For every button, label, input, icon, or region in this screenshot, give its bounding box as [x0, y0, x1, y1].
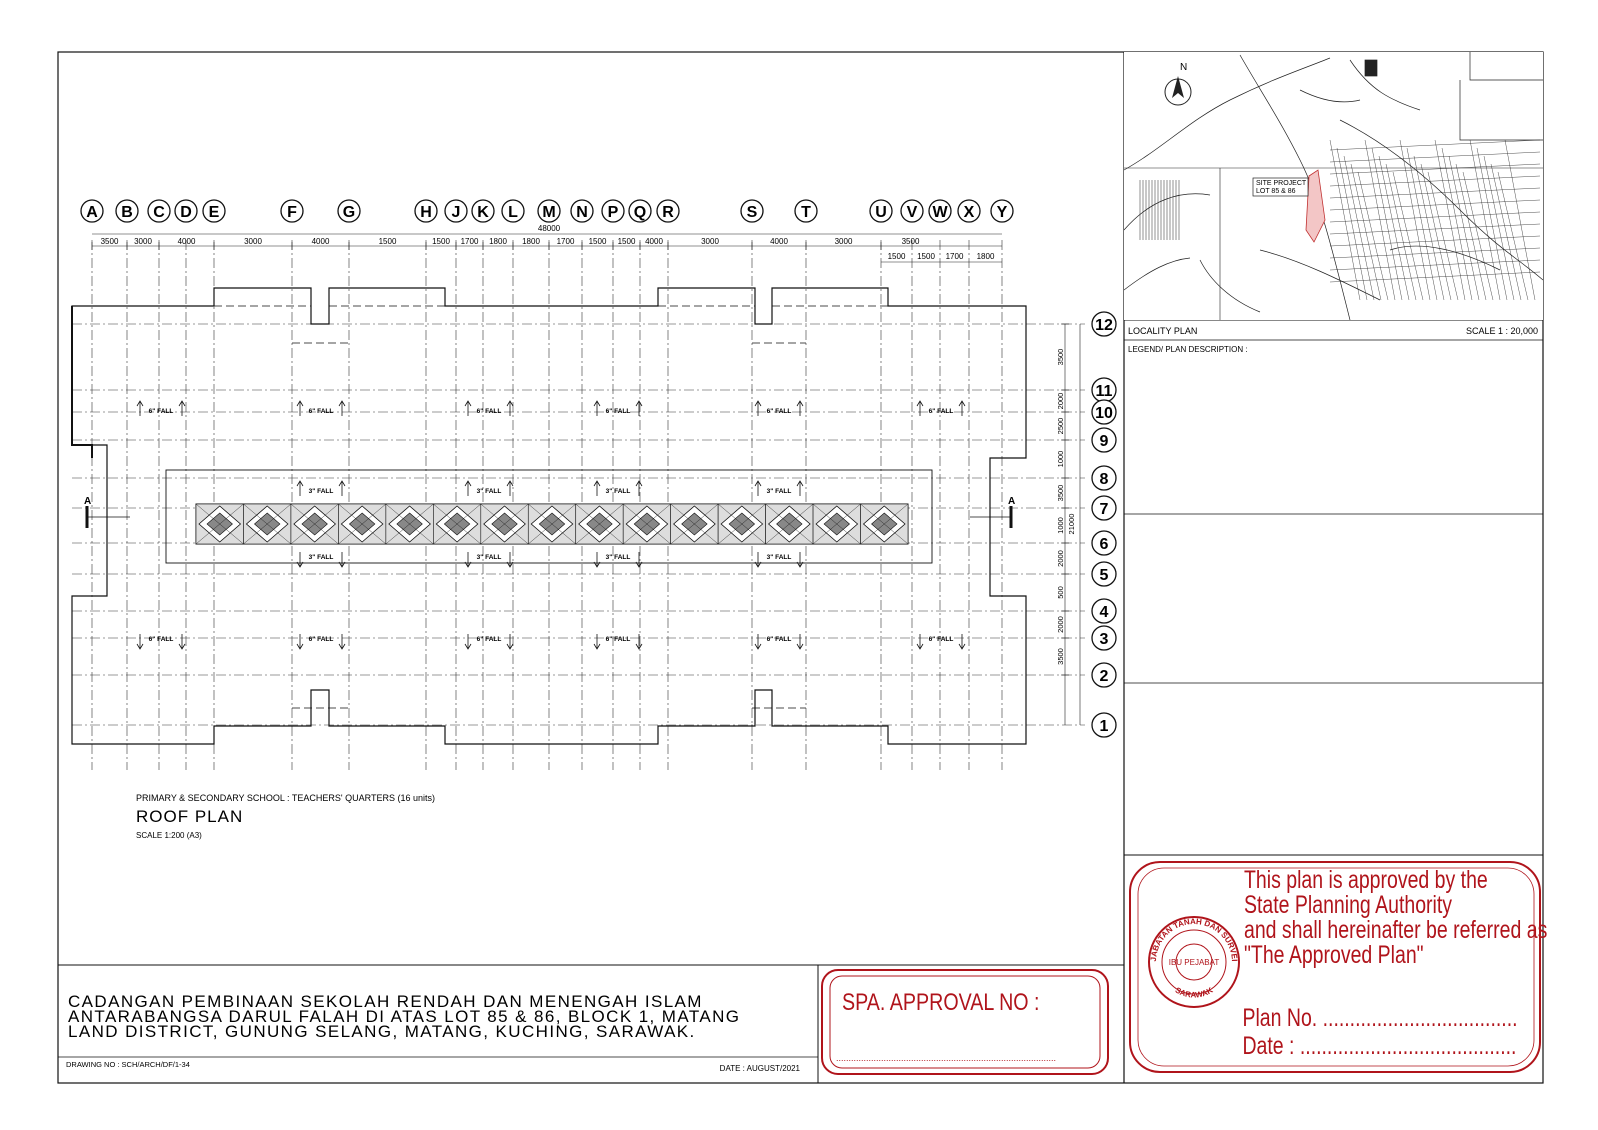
- approval-line-3: and shall hereinafter be referred as: [1244, 915, 1548, 944]
- locality-scale: SCALE 1 : 20,000: [1465, 326, 1538, 336]
- drawing-scale: SCALE 1:200 (A3): [136, 831, 202, 840]
- skylight-panel: [671, 504, 718, 544]
- fall-annotation: [594, 634, 642, 649]
- column-dimension-label: 3000: [134, 237, 152, 246]
- fall-label: 6" FALL: [148, 636, 174, 643]
- sub-column-dimension-label: 1500: [917, 252, 935, 261]
- approval-plan-no: Plan No. ....................................: [1242, 1003, 1518, 1032]
- row-dimension-label: 2000: [1056, 616, 1065, 633]
- sub-column-dimension-label: 1700: [945, 252, 964, 261]
- skylight-panel: [386, 504, 433, 544]
- column-dimension-label: 4000: [177, 237, 196, 246]
- skylight-panels: [196, 504, 908, 544]
- svg-text:SARAWAK: [1174, 985, 1215, 999]
- approval-line-2: State Planning Authority: [1244, 890, 1453, 919]
- fall-annotation: [917, 401, 965, 416]
- fall-annotation: [755, 481, 803, 496]
- drawing-date: DATE : AUGUST/2021: [719, 1064, 800, 1073]
- column-dimension-label: 1800: [522, 237, 540, 246]
- row-dimension-label: 3500: [1056, 348, 1065, 366]
- column-label-D: D: [180, 204, 192, 221]
- row-label-10: 10: [1095, 405, 1113, 422]
- sub-column-dimension-label: 1500: [887, 252, 906, 261]
- column-label-W: W: [932, 204, 948, 221]
- row-label-7: 7: [1099, 501, 1109, 518]
- column-label-S: S: [746, 204, 758, 221]
- section-marker-right: [970, 496, 1015, 528]
- fall-label: 6" FALL: [476, 636, 502, 643]
- overall-dimension-label: 48000: [537, 224, 561, 233]
- column-label-R: R: [662, 204, 674, 221]
- fall-annotation: [297, 481, 345, 496]
- fall-label: 6" FALL: [605, 408, 631, 415]
- column-dimension-label: 3000: [244, 237, 262, 246]
- row-dimension-label: 3500: [1056, 484, 1065, 502]
- fall-annotation: [755, 552, 803, 567]
- fall-label: 3" FALL: [766, 488, 792, 495]
- column-dimension-label: 4000: [645, 237, 663, 246]
- column-grid-bubbles: [81, 200, 1013, 222]
- row-label-2: 2: [1099, 668, 1109, 685]
- fall-label: 6" FALL: [928, 408, 954, 415]
- project-title-line-3: LAND DISTRICT, GUNUNG SELANG, MATANG, KUCHING, SARAWAK.: [68, 1022, 696, 1041]
- column-label-H: H: [420, 204, 432, 221]
- row-dimension-label: 2500: [1056, 417, 1065, 435]
- jts-stamp: [1149, 917, 1239, 1007]
- fall-annotation: [594, 481, 642, 496]
- column-label-J: J: [451, 204, 461, 221]
- fall-label: 3" FALL: [308, 554, 334, 561]
- column-label-P: P: [607, 204, 619, 221]
- row-grid-bubbles: [1092, 312, 1116, 737]
- north-label: N: [1180, 62, 1188, 73]
- column-label-E: E: [208, 204, 220, 221]
- fall-annotation: [917, 634, 965, 649]
- column-dimension-label: 3500: [901, 237, 920, 246]
- skylight-panel: [433, 504, 480, 544]
- skylight-panel: [243, 504, 290, 544]
- row-dimension-label: 3500: [1056, 648, 1065, 665]
- drawing-subtitle: PRIMARY & SECONDARY SCHOOL : TEACHERS' QUARTERS (16 units): [136, 793, 435, 803]
- column-label-L: L: [508, 204, 518, 221]
- site-label-line-1: SITE PROJECT: [1256, 180, 1307, 187]
- legend-label: LEGEND/ PLAN DESCRIPTION :: [1128, 345, 1248, 354]
- drawing-title: ROOF PLAN: [136, 807, 244, 826]
- approval-line-4: "The Approved Plan": [1244, 940, 1424, 969]
- column-label-C: C: [153, 204, 165, 221]
- column-label-G: G: [342, 204, 356, 221]
- fall-annotation: [297, 401, 345, 416]
- stamp-bottom-text: SARAWAK: [1173, 985, 1215, 1000]
- column-dimension-label: 1700: [556, 237, 575, 246]
- row-label-12: 12: [1095, 317, 1113, 334]
- column-label-X: X: [963, 204, 975, 221]
- fall-label: 6" FALL: [308, 408, 334, 415]
- fall-label: 3" FALL: [476, 554, 502, 561]
- row-label-6: 6: [1099, 536, 1109, 553]
- skylight-panel: [718, 504, 765, 544]
- skylight-panel: [813, 504, 860, 544]
- column-label-A: A: [86, 204, 98, 221]
- skylight-panel: [861, 504, 908, 544]
- fall-label: 6" FALL: [928, 636, 954, 643]
- fall-annotation: [297, 552, 345, 567]
- fall-label: 6" FALL: [148, 408, 174, 415]
- column-dimension-label: 1700: [460, 237, 479, 246]
- fall-annotation: [594, 401, 642, 416]
- spa-approval-label: SPA. APPROVAL NO :: [842, 988, 1040, 1016]
- column-dimension-label: 1500: [378, 237, 397, 246]
- skylight-panel: [291, 504, 338, 544]
- sub-column-dimension-label: 1800: [976, 252, 995, 261]
- parapet-left: [72, 306, 92, 458]
- site-label-line-2: LOT 85 & 86: [1256, 188, 1296, 195]
- project-title-line-1: CADANGAN PEMBINAAN SEKOLAH RENDAH DAN MENENGAH ISLAM: [68, 992, 703, 1011]
- fall-annotation: [297, 634, 345, 649]
- fall-label: 6" FALL: [605, 636, 631, 643]
- row-label-5: 5: [1099, 567, 1109, 584]
- fall-annotation: [465, 401, 513, 416]
- fall-annotation: [137, 401, 185, 416]
- section-label-left: A: [84, 496, 92, 507]
- column-dimension-label: 4000: [770, 237, 788, 246]
- row-dimension-label: 1000: [1056, 517, 1065, 534]
- locality-plan-label: LOCALITY PLAN: [1128, 326, 1198, 336]
- column-dimension-label: 3500: [100, 237, 119, 246]
- fall-label: 3" FALL: [605, 488, 631, 495]
- column-dimension-label: 3000: [701, 237, 719, 246]
- column-label-Y: Y: [996, 204, 1008, 221]
- fall-annotation: [465, 634, 513, 649]
- row-label-11: 11: [1095, 383, 1113, 400]
- column-dimension-label: 1500: [617, 237, 636, 246]
- fall-annotation: [755, 634, 803, 649]
- fall-label: 6" FALL: [476, 408, 502, 415]
- column-label-K: K: [477, 204, 489, 221]
- approval-text: [1242, 866, 1547, 1060]
- row-dimension-label: 2000: [1056, 392, 1065, 410]
- approval-line-1: This plan is approved by the: [1244, 865, 1488, 894]
- section-label-right: A: [1008, 496, 1016, 507]
- skylight-panel: [623, 504, 670, 544]
- column-dimension-label: 3000: [834, 237, 853, 246]
- skylight-panel: [481, 504, 528, 544]
- fall-label: 3" FALL: [605, 554, 631, 561]
- skylight-panel: [338, 504, 385, 544]
- fall-label: 3" FALL: [476, 488, 502, 495]
- fall-label: 6" FALL: [308, 636, 334, 643]
- column-dimension-label: 1500: [432, 237, 450, 246]
- skylight-panel: [528, 504, 575, 544]
- row-label-4: 4: [1099, 604, 1109, 621]
- map-building-block: [1365, 60, 1377, 76]
- fall-label: 3" FALL: [766, 554, 792, 561]
- column-dimension-label: 1500: [588, 237, 607, 246]
- column-label-T: T: [801, 204, 811, 221]
- locality-map: [1124, 52, 1543, 320]
- row-dimension-label: 500: [1056, 586, 1065, 599]
- column-label-Q: Q: [633, 204, 647, 221]
- row-label-9: 9: [1099, 433, 1109, 450]
- fall-annotation: [465, 552, 513, 567]
- column-label-U: U: [875, 204, 887, 221]
- fall-label: 6" FALL: [766, 636, 792, 643]
- column-label-M: M: [542, 204, 556, 221]
- fall-label: 6" FALL: [766, 408, 792, 415]
- row-label-3: 3: [1099, 631, 1109, 648]
- skylight-panel: [576, 504, 623, 544]
- column-dimension-label: 1800: [489, 237, 507, 246]
- fall-annotation: [465, 481, 513, 496]
- project-title-line-2: ANTARABANGSA DARUL FALAH DI ATAS LOT 85 & 86, BLOCK 1, MATANG: [68, 1007, 741, 1026]
- skylight-panel: [196, 504, 243, 544]
- skylight-panel: [766, 504, 813, 544]
- fall-label: 3" FALL: [308, 488, 334, 495]
- row-label-8: 8: [1099, 471, 1109, 488]
- column-label-F: F: [287, 204, 297, 221]
- column-label-N: N: [576, 204, 588, 221]
- column-label-B: B: [121, 204, 133, 221]
- fall-annotation: [755, 401, 803, 416]
- stamp-center-text: IBU PEJABAT: [1168, 958, 1220, 967]
- spa-approval-dots: ........................................................................................: [836, 1053, 1057, 1063]
- row-dimension-label: 2000: [1056, 550, 1065, 567]
- stamp-top-text: JABATAN TANAH DAN SURVEI: [1148, 916, 1240, 962]
- fall-annotation: [594, 552, 642, 567]
- column-dimension-label: 4000: [311, 237, 330, 246]
- approval-date: Date : ........................................: [1242, 1031, 1517, 1060]
- row-dimension-label: 1000: [1056, 450, 1065, 468]
- column-label-V: V: [906, 204, 918, 221]
- row-overall-dimension-label: 21000: [1067, 513, 1076, 535]
- fall-annotation: [137, 634, 185, 649]
- drawing-number: DRAWING NO : SCH/ARCH/DF/1-34: [66, 1060, 190, 1069]
- row-label-1: 1: [1099, 718, 1109, 735]
